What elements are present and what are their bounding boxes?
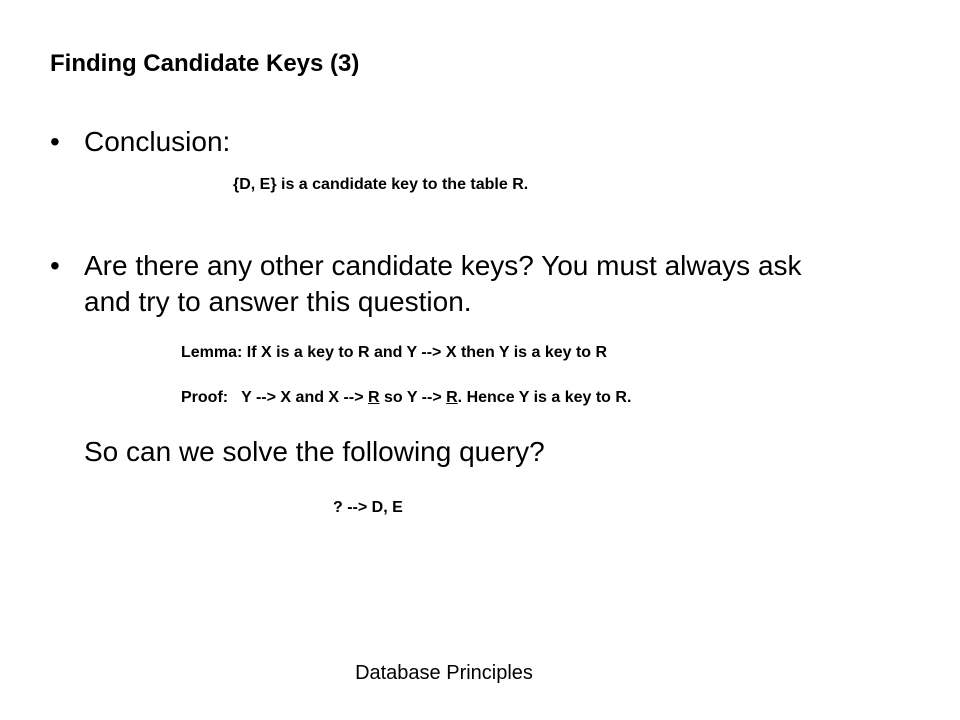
slide-title: Finding Candidate Keys (3) xyxy=(50,50,360,77)
bullet-other-keys-line2: and try to answer this question. xyxy=(84,286,472,317)
bullet-dot: • xyxy=(50,250,60,281)
slide-footer: Database Principles xyxy=(355,662,533,684)
bullet-other-keys-line1: Are there any other candidate keys? You must always ask xyxy=(84,250,802,281)
query-text: ? --> D, E xyxy=(333,499,403,516)
lemma-text: Lemma: If X is a key to R and Y --> X then Y is a key to R xyxy=(181,344,608,361)
proof-part3: . Hence Y is a key to R. xyxy=(457,389,632,406)
bullet-conclusion-text: Conclusion: xyxy=(84,126,231,157)
bullet-dot: • xyxy=(50,126,60,157)
proof-part1: Proof: Y --> X and X --> xyxy=(181,389,368,406)
proof-R-underlined: R xyxy=(368,389,380,406)
conclusion-note: {D, E} is a candidate key to the table R. xyxy=(233,176,529,193)
question-text: So can we solve the following query? xyxy=(84,436,545,467)
proof-R-underlined: R xyxy=(446,389,458,406)
proof-text xyxy=(181,389,631,407)
proof-part2: so Y --> xyxy=(379,389,447,406)
